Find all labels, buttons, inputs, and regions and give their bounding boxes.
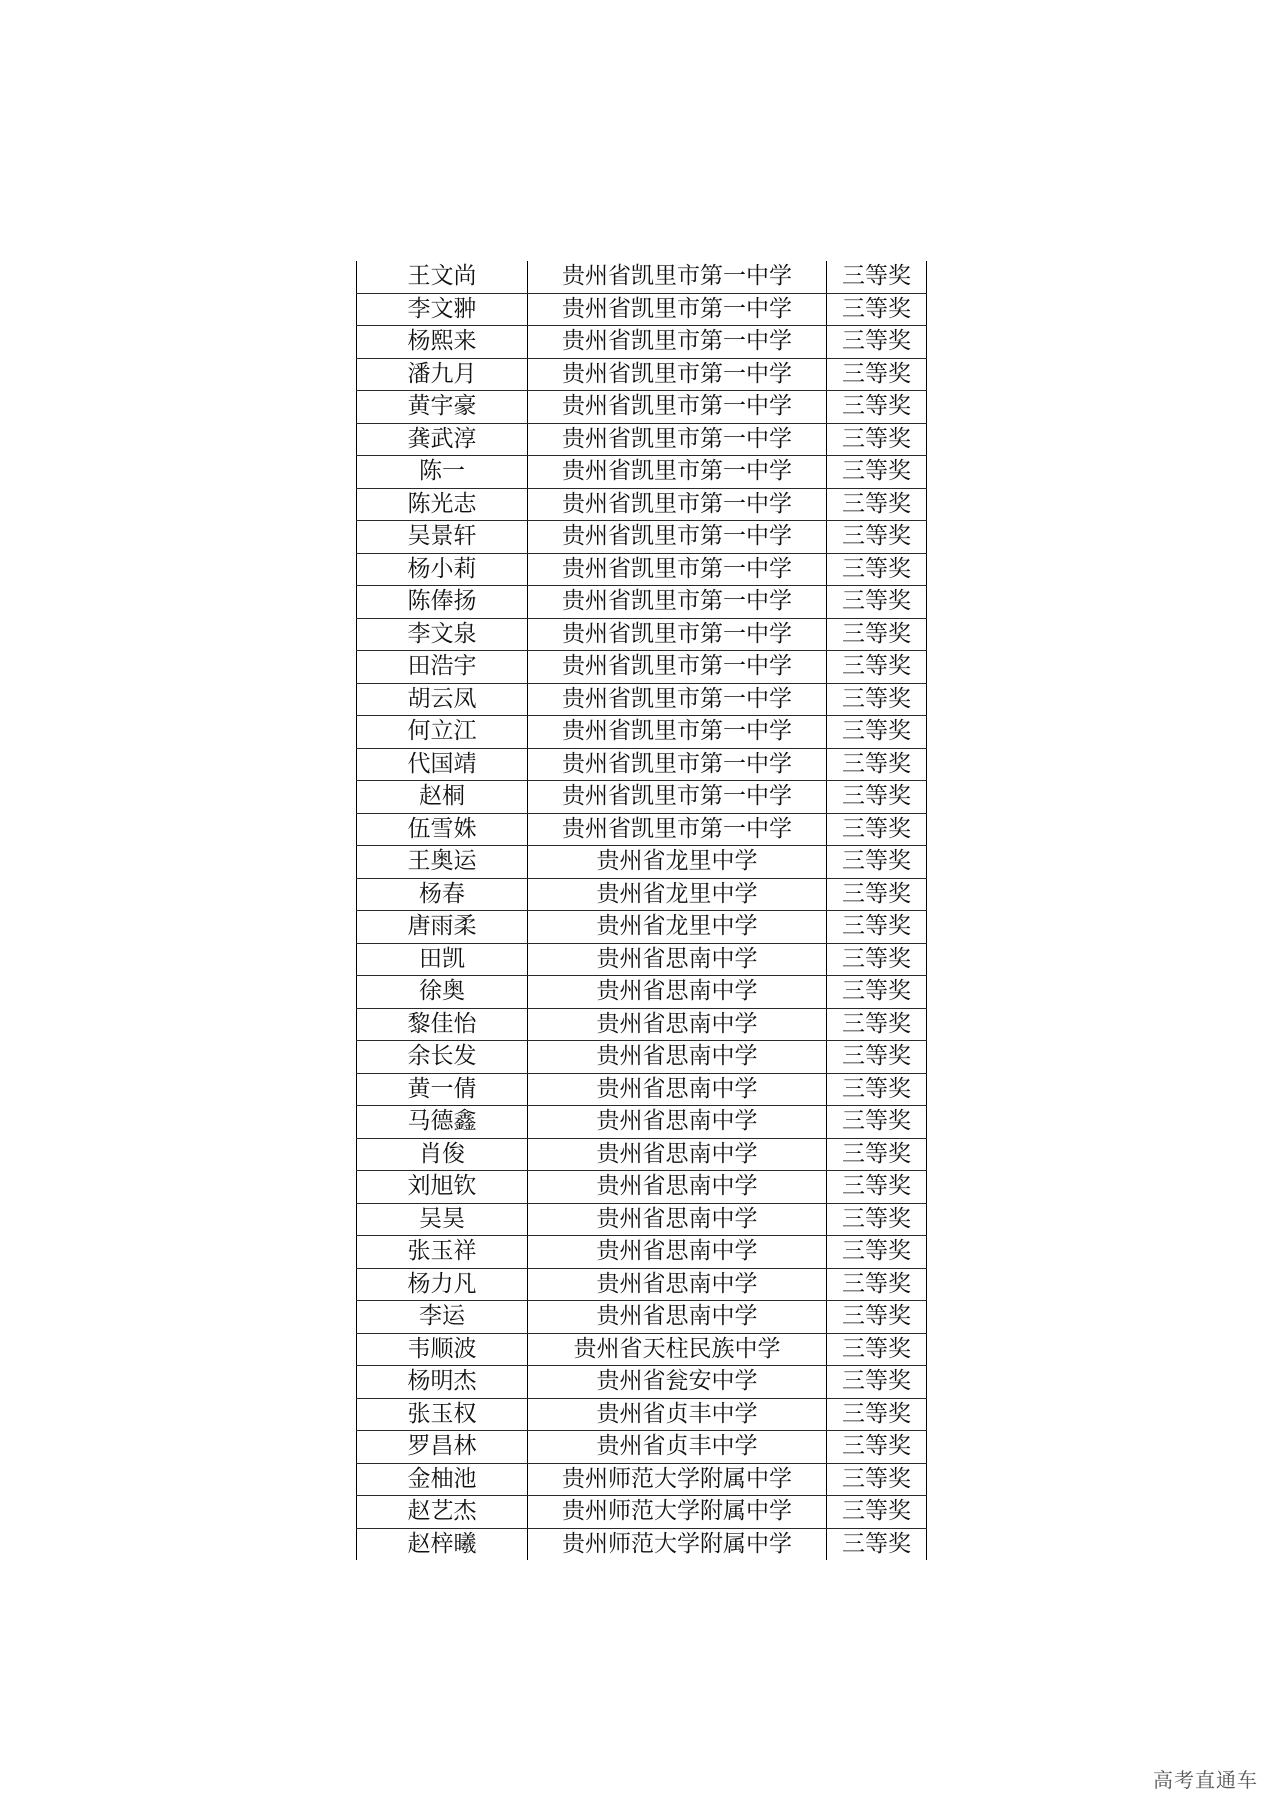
name-cell: 王奥运	[357, 846, 528, 879]
name-cell: 余长发	[357, 1041, 528, 1074]
award-cell: 三等奖	[827, 1496, 927, 1529]
name-cell: 马德鑫	[357, 1106, 528, 1139]
award-cell: 三等奖	[827, 1236, 927, 1269]
table-row	[357, 1073, 927, 1106]
table-row	[357, 326, 927, 359]
award-cell: 三等奖	[827, 586, 927, 619]
school-cell: 贵州省思南中学	[528, 1301, 827, 1334]
school-cell: 贵州省思南中学	[528, 1138, 827, 1171]
school-cell: 贵州省凯里市第一中学	[528, 391, 827, 424]
school-cell: 贵州省龙里中学	[528, 911, 827, 944]
table-row	[357, 391, 927, 424]
table-row	[357, 261, 927, 293]
school-cell: 贵州省思南中学	[528, 1073, 827, 1106]
name-cell: 伍雪姝	[357, 813, 528, 846]
award-cell: 三等奖	[827, 683, 927, 716]
name-cell: 杨小莉	[357, 553, 528, 586]
table-row	[357, 878, 927, 911]
school-cell: 贵州省贞丰中学	[528, 1431, 827, 1464]
award-cell: 三等奖	[827, 1333, 927, 1366]
award-cell: 三等奖	[827, 1041, 927, 1074]
award-cell: 三等奖	[827, 1268, 927, 1301]
school-cell: 贵州省思南中学	[528, 1106, 827, 1139]
award-cell: 三等奖	[827, 846, 927, 879]
award-cell: 三等奖	[827, 1138, 927, 1171]
watermark-text: 高考直通车	[1153, 1768, 1258, 1792]
award-cell: 三等奖	[827, 1528, 927, 1560]
name-cell: 吴昊	[357, 1203, 528, 1236]
award-cell: 三等奖	[827, 1171, 927, 1204]
school-cell: 贵州省凯里市第一中学	[528, 683, 827, 716]
name-cell: 赵梓曦	[357, 1528, 528, 1560]
table-row	[357, 716, 927, 749]
school-cell: 贵州省龙里中学	[528, 878, 827, 911]
award-cell: 三等奖	[827, 1073, 927, 1106]
name-cell: 肖俊	[357, 1138, 528, 1171]
school-cell: 贵州省凯里市第一中学	[528, 586, 827, 619]
name-cell: 杨明杰	[357, 1366, 528, 1399]
school-cell: 贵州省思南中学	[528, 1171, 827, 1204]
award-cell: 三等奖	[827, 943, 927, 976]
award-table-body	[357, 261, 927, 1560]
table-row	[357, 1008, 927, 1041]
name-cell: 陈光志	[357, 488, 528, 521]
name-cell: 吴景轩	[357, 521, 528, 554]
name-cell: 何立江	[357, 716, 528, 749]
name-cell: 李文翀	[357, 293, 528, 326]
name-cell: 潘九月	[357, 358, 528, 391]
name-cell: 金柚池	[357, 1463, 528, 1496]
award-cell: 三等奖	[827, 293, 927, 326]
award-cell: 三等奖	[827, 423, 927, 456]
name-cell: 赵桐	[357, 781, 528, 814]
name-cell: 张玉祥	[357, 1236, 528, 1269]
school-cell: 贵州省凯里市第一中学	[528, 813, 827, 846]
table-row	[357, 1366, 927, 1399]
table-row	[357, 1171, 927, 1204]
name-cell: 唐雨柔	[357, 911, 528, 944]
name-cell: 张玉权	[357, 1398, 528, 1431]
table-row	[357, 683, 927, 716]
award-table	[356, 261, 927, 1560]
name-cell: 赵艺杰	[357, 1496, 528, 1529]
name-cell: 罗昌林	[357, 1431, 528, 1464]
school-cell: 贵州省凯里市第一中学	[528, 488, 827, 521]
award-cell: 三等奖	[827, 326, 927, 359]
name-cell: 黄一倩	[357, 1073, 528, 1106]
school-cell: 贵州省思南中学	[528, 1008, 827, 1041]
school-cell: 贵州省思南中学	[528, 1268, 827, 1301]
table-row	[357, 651, 927, 684]
award-cell: 三等奖	[827, 1431, 927, 1464]
table-row	[357, 553, 927, 586]
school-cell: 贵州省凯里市第一中学	[528, 618, 827, 651]
school-cell: 贵州省思南中学	[528, 1041, 827, 1074]
table-row	[357, 456, 927, 489]
school-cell: 贵州省凯里市第一中学	[528, 553, 827, 586]
school-cell: 贵州省凯里市第一中学	[528, 456, 827, 489]
award-cell: 三等奖	[827, 521, 927, 554]
table-row	[357, 1333, 927, 1366]
table-row	[357, 488, 927, 521]
name-cell: 田凯	[357, 943, 528, 976]
school-cell: 贵州省思南中学	[528, 1203, 827, 1236]
award-cell: 三等奖	[827, 1398, 927, 1431]
school-cell: 贵州省凯里市第一中学	[528, 748, 827, 781]
school-cell: 贵州省凯里市第一中学	[528, 358, 827, 391]
table-row	[357, 1041, 927, 1074]
table-row	[357, 748, 927, 781]
school-cell: 贵州省思南中学	[528, 1236, 827, 1269]
name-cell: 龚武淳	[357, 423, 528, 456]
school-cell: 贵州省天柱民族中学	[528, 1333, 827, 1366]
name-cell: 韦顺波	[357, 1333, 528, 1366]
table-row	[357, 1268, 927, 1301]
award-cell: 三等奖	[827, 1463, 927, 1496]
school-cell: 贵州省凯里市第一中学	[528, 293, 827, 326]
table-row	[357, 1528, 927, 1560]
table-row	[357, 1496, 927, 1529]
award-cell: 三等奖	[827, 261, 927, 293]
award-cell: 三等奖	[827, 748, 927, 781]
award-cell: 三等奖	[827, 1106, 927, 1139]
name-cell: 徐奥	[357, 976, 528, 1009]
school-cell: 贵州省思南中学	[528, 943, 827, 976]
award-cell: 三等奖	[827, 553, 927, 586]
school-cell: 贵州师范大学附属中学	[528, 1463, 827, 1496]
name-cell: 杨熙来	[357, 326, 528, 359]
table-row	[357, 1301, 927, 1334]
name-cell: 胡云凤	[357, 683, 528, 716]
table-row	[357, 423, 927, 456]
school-cell: 贵州省凯里市第一中学	[528, 423, 827, 456]
name-cell: 杨力凡	[357, 1268, 528, 1301]
name-cell: 黎佳怡	[357, 1008, 528, 1041]
award-cell: 三等奖	[827, 391, 927, 424]
name-cell: 陈一	[357, 456, 528, 489]
table-row	[357, 1398, 927, 1431]
name-cell: 王文尚	[357, 261, 528, 293]
table-row	[357, 1106, 927, 1139]
award-cell: 三等奖	[827, 651, 927, 684]
school-cell: 贵州省凯里市第一中学	[528, 521, 827, 554]
name-cell: 李运	[357, 1301, 528, 1334]
name-cell: 代国靖	[357, 748, 528, 781]
table-row	[357, 1236, 927, 1269]
school-cell: 贵州师范大学附属中学	[528, 1496, 827, 1529]
award-cell: 三等奖	[827, 1301, 927, 1334]
table-row	[357, 813, 927, 846]
school-cell: 贵州省凯里市第一中学	[528, 326, 827, 359]
school-cell: 贵州省凯里市第一中学	[528, 651, 827, 684]
award-cell: 三等奖	[827, 618, 927, 651]
award-cell: 三等奖	[827, 488, 927, 521]
award-cell: 三等奖	[827, 911, 927, 944]
table-row	[357, 586, 927, 619]
table-row	[357, 781, 927, 814]
award-cell: 三等奖	[827, 878, 927, 911]
school-cell: 贵州省贞丰中学	[528, 1398, 827, 1431]
table-row	[357, 1463, 927, 1496]
school-cell: 贵州省思南中学	[528, 976, 827, 1009]
table-row	[357, 976, 927, 1009]
name-cell: 李文泉	[357, 618, 528, 651]
name-cell: 刘旭钦	[357, 1171, 528, 1204]
table-row	[357, 358, 927, 391]
table-row	[357, 1138, 927, 1171]
award-cell: 三等奖	[827, 358, 927, 391]
name-cell: 田浩宇	[357, 651, 528, 684]
name-cell: 黄宇豪	[357, 391, 528, 424]
name-cell: 杨春	[357, 878, 528, 911]
name-cell: 陈俸扬	[357, 586, 528, 619]
award-cell: 三等奖	[827, 781, 927, 814]
award-cell: 三等奖	[827, 1008, 927, 1041]
table-row	[357, 1431, 927, 1464]
award-cell: 三等奖	[827, 813, 927, 846]
table-row	[357, 293, 927, 326]
table-row	[357, 943, 927, 976]
school-cell: 贵州省瓮安中学	[528, 1366, 827, 1399]
school-cell: 贵州省凯里市第一中学	[528, 261, 827, 293]
award-cell: 三等奖	[827, 716, 927, 749]
school-cell: 贵州省龙里中学	[528, 846, 827, 879]
award-cell: 三等奖	[827, 1203, 927, 1236]
table-row	[357, 618, 927, 651]
school-cell: 贵州师范大学附属中学	[528, 1528, 827, 1560]
table-row	[357, 846, 927, 879]
table-row	[357, 1203, 927, 1236]
school-cell: 贵州省凯里市第一中学	[528, 716, 827, 749]
table-row	[357, 911, 927, 944]
school-cell: 贵州省凯里市第一中学	[528, 781, 827, 814]
award-cell: 三等奖	[827, 976, 927, 1009]
table-row	[357, 521, 927, 554]
award-cell: 三等奖	[827, 456, 927, 489]
award-cell: 三等奖	[827, 1366, 927, 1399]
